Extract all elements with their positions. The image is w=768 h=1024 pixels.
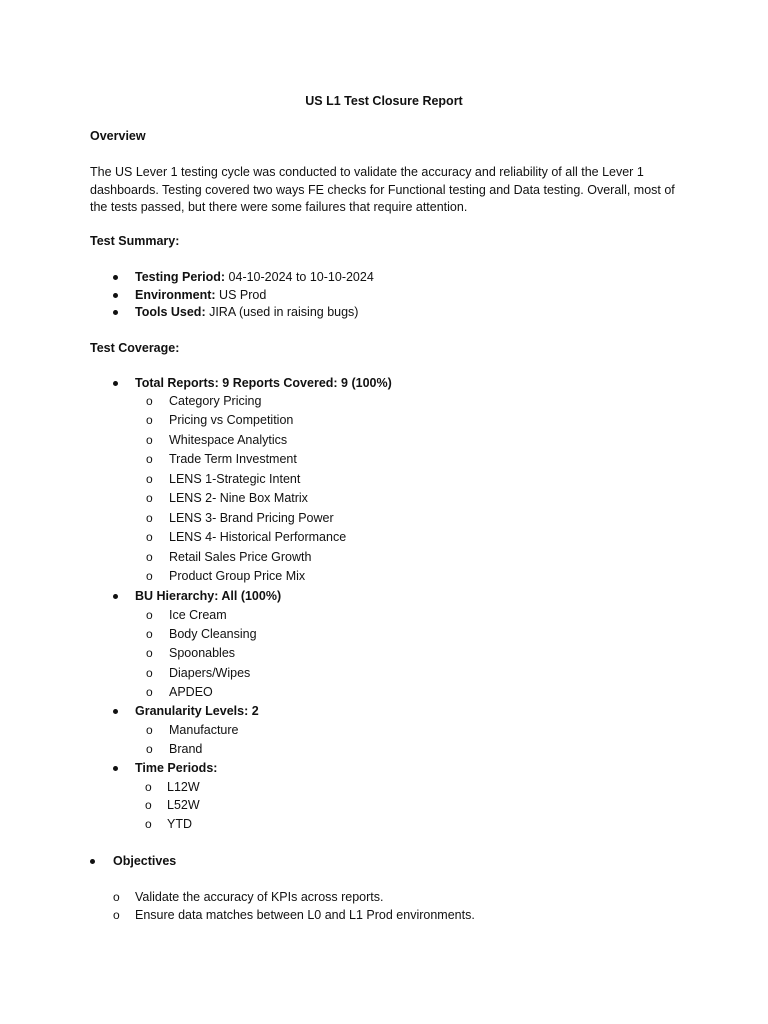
summary-value: JIRA (used in raising bugs) [205, 305, 359, 319]
sub-bullet: o [146, 723, 153, 737]
sub-bullet: o [146, 608, 153, 622]
list-item: Spoonables [169, 646, 236, 660]
sub-bullet: o [146, 666, 153, 680]
sub-bullet: o [146, 472, 153, 486]
list-item: L12W [167, 780, 200, 794]
test-coverage-heading: Test Coverage: [90, 341, 180, 355]
sub-bullet: o [146, 452, 153, 466]
summary-item-testing-period [135, 270, 374, 284]
bullet-dot [113, 766, 118, 771]
test-summary-heading: Test Summary: [90, 234, 180, 248]
list-item: Retail Sales Price Growth [169, 550, 312, 564]
list-item: LENS 1-Strategic Intent [169, 472, 301, 486]
summary-value: US Prod [215, 288, 267, 302]
sub-bullet: o [146, 550, 153, 564]
sub-bullet: o [146, 413, 153, 427]
bullet-dot [113, 275, 118, 280]
sub-bullet: o [146, 685, 153, 699]
page-title: US L1 Test Closure Report [305, 94, 463, 108]
list-item: Ice Cream [169, 608, 227, 622]
sub-bullet: o [146, 627, 153, 641]
list-item: APDEO [169, 685, 213, 699]
total-reports-label: Total Reports: 9 Reports Covered: 9 (100%) [135, 376, 392, 390]
list-item: Whitespace Analytics [169, 433, 288, 447]
overview-heading: Overview [90, 129, 146, 143]
summary-label: Tools Used: [135, 305, 206, 319]
list-item: LENS 3- Brand Pricing Power [169, 511, 334, 525]
sub-bullet: o [146, 433, 153, 447]
list-item: Diapers/Wipes [169, 666, 251, 680]
sub-bullet: o [146, 530, 153, 544]
objectives-heading: Objectives [113, 854, 177, 868]
list-item: Body Cleansing [169, 627, 257, 641]
objective-item: Validate the accuracy of KPIs across reports. [135, 890, 384, 904]
list-item: Brand [169, 742, 203, 756]
sub-bullet: o [113, 890, 120, 904]
sub-bullet: o [145, 817, 152, 831]
summary-item-tools [135, 305, 358, 319]
time-periods-label: Time Periods: [135, 761, 218, 775]
list-item: Category Pricing [169, 394, 262, 408]
sub-bullet: o [145, 798, 152, 812]
sub-bullet: o [113, 908, 120, 922]
list-item: LENS 4- Historical Performance [169, 530, 347, 544]
summary-label: Testing Period: [135, 270, 226, 284]
bullet-dot [113, 310, 118, 315]
list-item: Trade Term Investment [169, 452, 297, 466]
sub-bullet: o [146, 742, 153, 756]
bullet-dot [113, 709, 118, 714]
list-item: L52W [167, 798, 200, 812]
list-item: Product Group Price Mix [169, 569, 306, 583]
summary-value: 04-10-2024 to 10-10-2024 [225, 270, 374, 284]
bullet-dot [113, 293, 118, 298]
bullet-dot [90, 859, 95, 864]
bu-hierarchy-label: BU Hierarchy: All (100%) [135, 589, 282, 603]
sub-bullet: o [146, 511, 153, 525]
summary-item-environment [135, 288, 266, 302]
sub-bullet: o [146, 491, 153, 505]
list-item: Pricing vs Competition [169, 413, 294, 427]
sub-bullet: o [146, 646, 153, 660]
list-item: LENS 2- Nine Box Matrix [169, 491, 308, 505]
bullet-dot [113, 594, 118, 599]
bullet-dot [113, 381, 118, 386]
list-item: YTD [167, 817, 192, 831]
overview-paragraph: The US Lever 1 testing cycle was conducted to validate the accuracy and reliability of all the Lever 1 dashboards. Testing covered two ways FE checks for Functional testing and Data testing. Overall, most of the tests passed, but there were some failures that require attention. [90, 165, 675, 214]
objective-item: Ensure data matches between L0 and L1 Prod environments. [135, 908, 475, 922]
sub-bullet: o [146, 394, 153, 408]
summary-label: Environment: [135, 288, 216, 302]
sub-bullet: o [145, 780, 152, 794]
list-item: Manufacture [169, 723, 239, 737]
granularity-label: Granularity Levels: 2 [135, 704, 259, 718]
sub-bullet: o [146, 569, 153, 583]
